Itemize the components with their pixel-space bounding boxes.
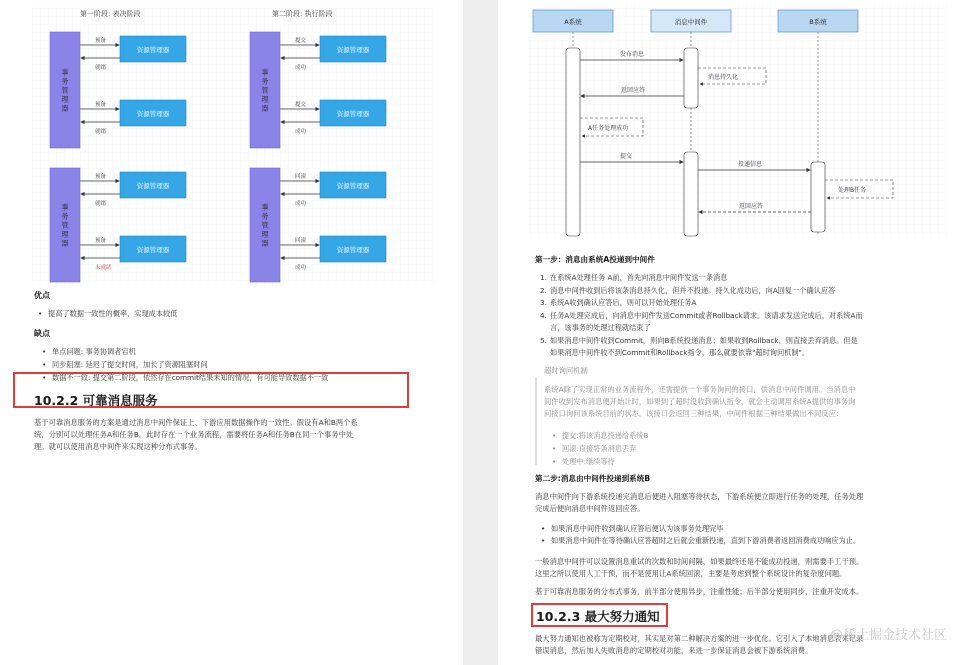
response-arrow-label: 成功: [295, 265, 307, 271]
resource-manager-label: 资源管理器: [336, 246, 370, 254]
transaction-manager-label: 事: [261, 68, 269, 77]
resource-manager-label: 资源管理器: [336, 46, 370, 54]
response-arrow-label: 成功: [295, 65, 307, 71]
step1-item-text: 系统A收到确认应答后，则可以开始处理任务A: [550, 298, 697, 307]
page-gap: [463, 0, 498, 665]
step1-item-number: 5.: [540, 335, 547, 345]
section-paragraph-line: 理。就可以使用消息中间件来实现这种分布式事务。: [34, 442, 202, 451]
step1-heading: 第一步：消息由系统A投递到中间件: [535, 255, 655, 264]
section-paragraph-line: 错误消息，然后加入失败消息的定期校对功能，来进一步保证消息会被下游系统消费。: [535, 646, 813, 655]
resource-manager-label: 资源管理器: [136, 246, 170, 254]
transaction-manager-label: 务: [61, 212, 69, 221]
step1-item-text: 消息中间件收到后将该条消息持久化，但并不投递。持久化成功后，向A回复一个确认应答: [550, 285, 836, 295]
activation-bar: [684, 48, 698, 108]
message-label: 返回应答: [621, 87, 646, 94]
request-arrow-label: 提交: [295, 102, 307, 108]
self-call-label: A任务处理成功: [588, 125, 629, 132]
step2-heading: 第二步:消息由中间件投递到系统B: [535, 474, 651, 483]
message-label: 发布消息: [620, 51, 645, 58]
message-label: 提交: [620, 153, 633, 160]
timeout-item: • 回滚:直接将条消息丢弃: [562, 443, 636, 455]
section-paragraph-line: 基于可靠消息服务的方案是通过消息中间件保证上、下游应用数据操作的一致性。假设有A和B两个系: [34, 418, 358, 427]
activation-bar: [811, 162, 825, 232]
step1-item-number: 3.: [540, 298, 547, 307]
transaction-manager-label: 理: [261, 95, 269, 104]
step1-item-text: 任务A处理完成后，向消息中间件发送Commit或者Rollback请求。该请求发送完成后，对系统A而: [550, 310, 863, 320]
transaction-manager-label: 管: [261, 86, 269, 95]
transaction-manager-label: 器: [261, 239, 269, 248]
request-arrow-label: 回滚: [295, 174, 307, 180]
advantages-heading: 优点: [34, 291, 50, 300]
transaction-manager-label: 务: [261, 77, 269, 86]
transaction-manager-label: 事: [261, 203, 269, 212]
resource-manager-label: 资源管理器: [136, 46, 170, 54]
step1-item-text: 如果消息中间件收到Commit，则向B系统投递消息；如果收到Rollback，则直接丢弃消息。但是: [550, 335, 858, 345]
highlight-box: [13, 372, 409, 408]
step2-item: • 如果消息中间件收到确认应答后便认为该事务处理完毕: [551, 523, 724, 535]
disadvantage-item: • 数据不一致: 提交第二阶段，依然存在commit结果未知的情况，有可能导致数据不一致: [52, 372, 328, 384]
transaction-manager-label: 事: [61, 68, 69, 77]
lifeline-header-label: A系统: [564, 18, 582, 26]
disadvantage-item: • 单点问题: 事务协调者宕机: [52, 346, 136, 358]
resource-manager-label: 资源管理器: [136, 182, 170, 190]
timeout-heading: 超时询问机制: [544, 366, 588, 375]
step1-item-text: 在系统A处理任务 A前，首先向消息中间件发送一条消息: [550, 273, 728, 282]
watermark: @稀土掘金技术社区: [829, 628, 947, 643]
step1-item-number: 4.: [540, 310, 547, 320]
resource-manager-label: 资源管理器: [336, 110, 370, 118]
response-arrow-label: 就绪: [95, 201, 107, 207]
step2-paragraph-line: 消息中间件向下游系统投递完消息后便进入阻塞等待状态，下游系统便立即进行任务的处理，任务处理: [535, 492, 864, 501]
timeout-paragraph-line: 系统A除了实现正常的业务流程外，还需提供一个事务询问的接口，供消息中间件调用。当消息中: [544, 385, 856, 394]
blockquote-bar: [535, 377, 537, 465]
response-arrow-label: 就绪: [95, 129, 107, 135]
self-call-label: 消息持久化: [708, 74, 739, 81]
lifeline-header-label: B系统: [809, 18, 827, 26]
request-arrow-label: 预备: [95, 38, 107, 44]
left-page: [0, 0, 463, 665]
message-label: 投递信息: [738, 161, 763, 168]
transaction-manager-label: 理: [61, 230, 69, 239]
activation-bar: [684, 152, 698, 236]
request-arrow-label: 预备: [95, 102, 107, 108]
activation-bar: [566, 48, 580, 236]
message-label: 返回应答: [739, 203, 764, 210]
step2-item: • 如果消息中间件在等待确认应答超时之后就会重新投递，直到下游消费者返回消费成功响应为止。: [551, 535, 860, 547]
sequence-diagram: [498, 0, 961, 240]
step1-item-text: 如果消息中间件收不到Commit和Rollback指令，那么就要依靠"超时询问机制"。: [550, 348, 810, 357]
section-paragraph-line: 最大努力通知也被称为定期校对，其实是对第二种解决方案的进一步优化。它引入了本地消息表来记录: [535, 634, 864, 643]
response-arrow-label: 就绪: [95, 65, 107, 71]
transaction-manager-label: 务: [61, 77, 69, 86]
lifeline-header-label: 消息中间件: [674, 18, 708, 26]
two-phase-commit-diagram: [0, 0, 463, 288]
transaction-manager-label: 理: [261, 230, 269, 239]
transaction-manager-label: 器: [61, 104, 69, 113]
transaction-manager-label: 务: [261, 212, 269, 221]
transaction-manager-label: 管: [61, 86, 69, 95]
self-call-label: 处理B任务: [838, 187, 867, 194]
timeout-paragraph-line: 问接口询问该系统目前的状态。该接口会返回三种结果，中间件根据三种结果做出不同反应：: [544, 409, 844, 418]
request-arrow-label: 回滚: [295, 238, 307, 244]
highlight-box: [531, 603, 668, 627]
step1-item-number: 1.: [540, 273, 547, 282]
phase2-title: 第二阶段: 执行阶段: [272, 10, 333, 18]
resource-manager-label: 资源管理器: [336, 182, 370, 190]
transaction-manager-label: 理: [61, 95, 69, 104]
phase1-title: 第一阶段: 表决阶段: [80, 10, 141, 18]
para3-line: 一般消息中间件可以设置消息重试的次数和时间间隔，如果最终还是不能成功投递，则需要手工干预。: [535, 557, 864, 566]
step1-item-number: 2.: [540, 285, 547, 295]
timeout-item: • 提交:将该消息投递给系统B: [562, 430, 648, 442]
transaction-manager-label: 管: [261, 221, 269, 230]
request-arrow-label: 提交: [295, 38, 307, 44]
response-arrow-label: 成功: [295, 201, 307, 207]
advantage-item: • 提高了数据一致性的概率，实现成本较低: [48, 308, 177, 320]
transaction-manager-label: 管: [61, 221, 69, 230]
step1-item-text: 言，该事务的处理过程就结束了: [550, 323, 651, 332]
disadvantage-item: • 同步阻塞: 延迟了提交时间，加长了资源阻塞时间: [52, 359, 208, 371]
transaction-manager-label: 器: [61, 239, 69, 248]
request-arrow-label: 预备: [95, 238, 107, 244]
timeout-paragraph-line: 间件收到发布消息便开始计时，如果到了超时没收到确认指令，就会主动调用系统A提供的事务询: [544, 397, 856, 406]
transaction-manager-label: 事: [61, 203, 69, 212]
step2-paragraph-line: 完成后便向消息中间件返回应答。: [535, 504, 645, 513]
transaction-manager-label: 器: [261, 104, 269, 113]
para3-line: 这里之所以使用人工干预，而不是使用让A系统回滚，主要是考虑到整个系统设计的复杂度问题。: [535, 569, 847, 578]
section-paragraph-line: 统，分别可以处理任务A和任务B。此时存在一个业务流程，需要将任务A和任务B在同一个事务中处: [34, 430, 354, 439]
response-arrow-label: 未就绪: [95, 265, 112, 271]
section-title-best-effort: 10.2.3 最大努力通知: [536, 609, 660, 624]
disadvantages-heading: 缺点: [34, 329, 50, 338]
resource-manager-label: 资源管理器: [136, 110, 170, 118]
para4: 基于可靠消息服务的分布式事务，前半部分使用异步，注重性能；后半部分使用同步，注重开发成本。: [535, 587, 864, 596]
timeout-item: • 处理中:继续等待: [562, 456, 615, 468]
request-arrow-label: 预备: [95, 174, 107, 180]
response-arrow-label: 成功: [295, 129, 307, 135]
section-title-reliable-message: 10.2.2 可靠消息服务: [34, 393, 158, 408]
